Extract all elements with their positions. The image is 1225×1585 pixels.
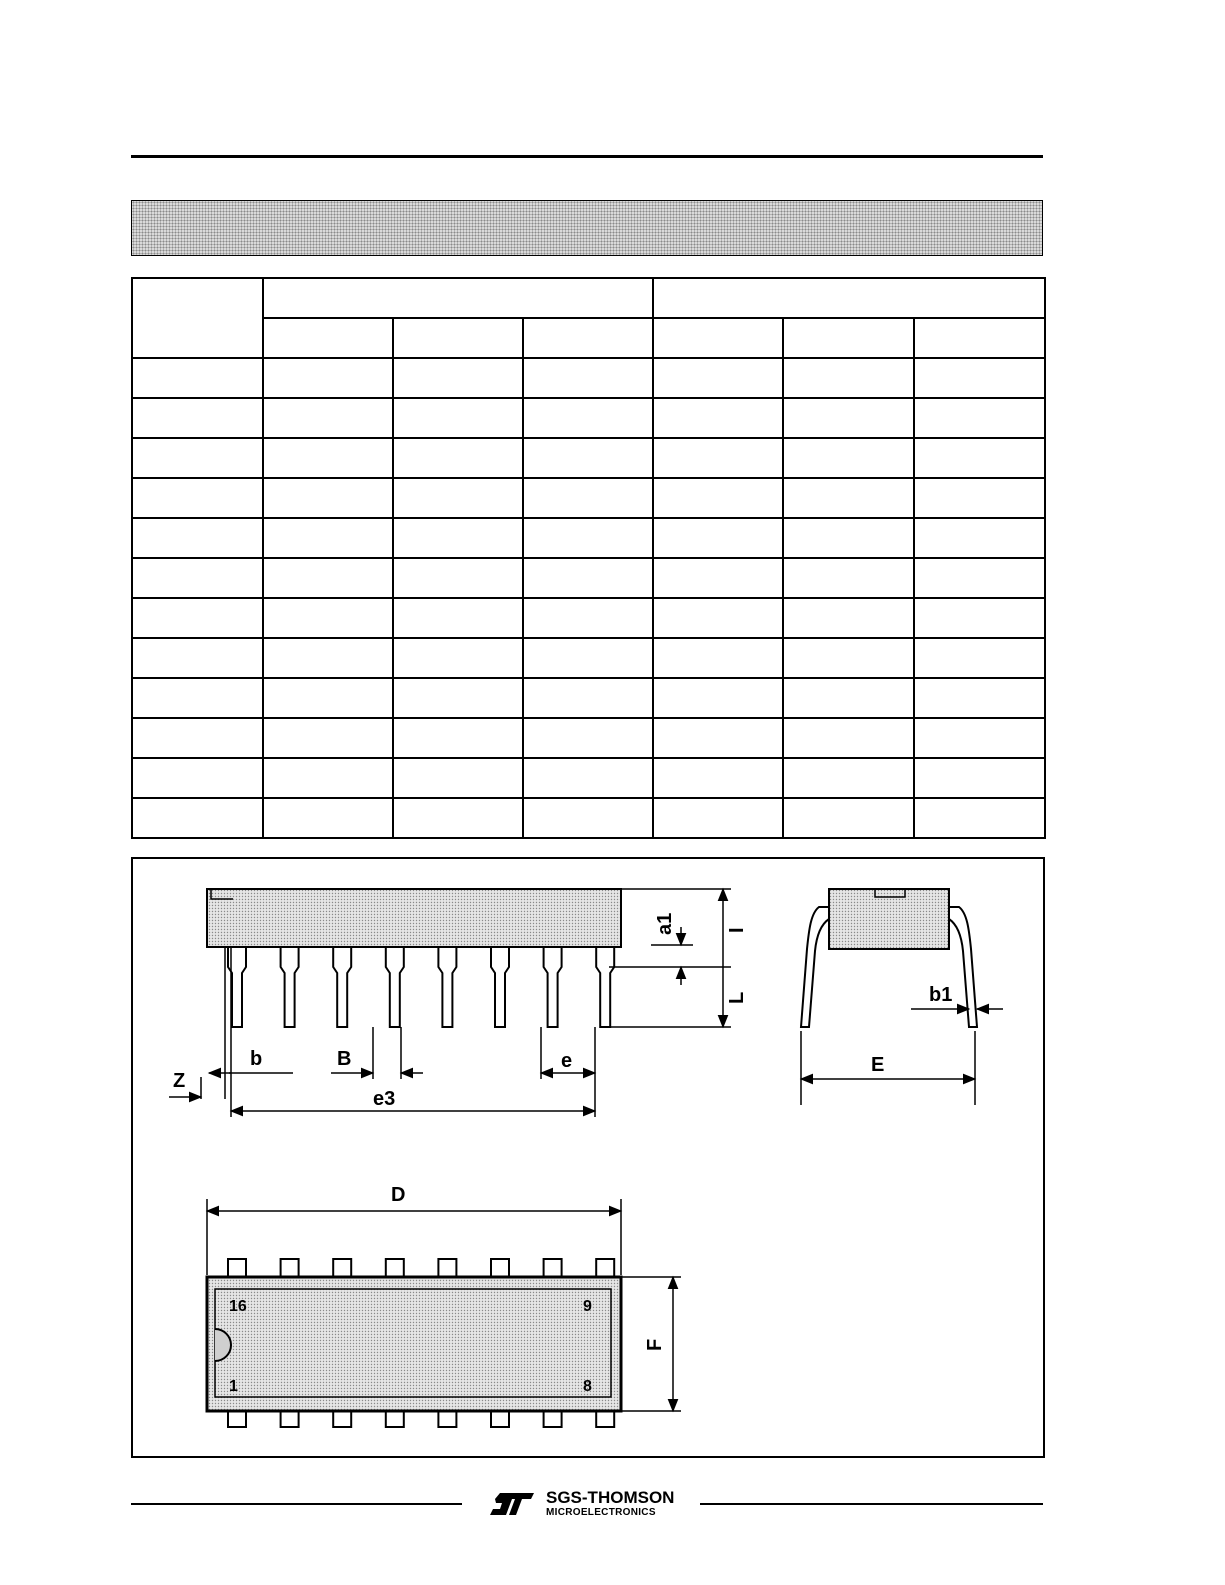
company-logo [488,1486,698,1522]
table-cell [523,718,653,758]
table-cell [914,358,1045,398]
table-row [132,558,1045,598]
table-cell [393,358,523,398]
table-cell [263,758,393,798]
package-drawing-frame [131,857,1045,1458]
dim-label-e-width: E [871,1054,885,1076]
footer-rule-right [700,1503,1043,1505]
table-cell [263,718,393,758]
pin-number-8: 8 [583,1378,592,1395]
subheader-cell [523,318,653,358]
dim-label-e: e [561,1050,573,1072]
side-lead [281,947,299,1027]
side-lead [386,947,404,1027]
header-rule [131,155,1043,158]
table-cell [653,398,783,438]
bottom-pin [491,1411,509,1427]
table-cell [523,478,653,518]
top-pin [544,1259,562,1277]
side-lead [544,947,562,1027]
table-cell [523,398,653,438]
table-cell [263,598,393,638]
table-cell [783,358,914,398]
dimension-table [131,277,1046,839]
table-cell [393,598,523,638]
end-view-labels [871,984,952,1076]
top-pin [281,1259,299,1277]
table-cell [783,438,914,478]
side-leads [228,947,614,1027]
table-cell [132,558,263,598]
side-lead [438,947,456,1027]
table-cell [263,478,393,518]
table-cell [393,798,523,838]
dim-label-i: I [726,927,748,933]
table-cell [783,718,914,758]
table-cell [523,758,653,798]
table-cell [653,678,783,718]
table-cell [523,358,653,398]
table-cell [393,558,523,598]
table-cell [783,598,914,638]
subheader-cell [653,318,783,358]
table-row [132,398,1045,438]
footer-rule-left [131,1503,462,1505]
table-row [132,478,1045,518]
table-cell [914,518,1045,558]
table-cell [653,438,783,478]
table-cell [783,758,914,798]
table-cell [263,678,393,718]
dim-label-d: D [391,1184,406,1206]
group-header-cell [263,278,653,318]
table-row [132,798,1045,838]
side-view [169,889,731,1117]
subheader-cell [393,318,523,358]
table-cell [393,438,523,478]
table-row [132,358,1045,398]
table-cell [783,478,914,518]
table-cell [914,718,1045,758]
section-title-banner [131,200,1043,256]
bottom-pin [228,1411,246,1427]
table-row [132,678,1045,718]
subheader-cell [783,318,914,358]
brand-name: SGS-THOMSON [546,1488,675,1507]
pin-number-1: 1 [229,1378,238,1395]
bottom-pin [386,1411,404,1427]
table-row [132,438,1045,478]
table-cell [393,478,523,518]
dim-label-l: L [726,991,748,1004]
bottom-pin [544,1411,562,1427]
table-cell [393,718,523,758]
table-cell [523,438,653,478]
group-header-cell [653,278,1045,318]
top-pin [596,1259,614,1277]
table-cell [653,638,783,678]
table-cell [914,678,1045,718]
pin-number-9: 9 [583,1298,592,1315]
table-cell [132,398,263,438]
table-cell [914,558,1045,598]
side-lead [333,947,351,1027]
table-cell [132,718,263,758]
table-cell [914,758,1045,798]
table-subheader-row [132,318,1045,358]
bottom-pin [596,1411,614,1427]
table-cell [914,478,1045,518]
table-cell [914,398,1045,438]
bottom-pin [438,1411,456,1427]
table-cell [783,798,914,838]
table-cell [393,758,523,798]
table-cell [132,798,263,838]
table-cell [783,678,914,718]
table-cell [523,638,653,678]
table-cell [783,398,914,438]
table-cell [263,518,393,558]
dim-label-b1: b1 [929,984,953,1006]
table-cell [393,518,523,558]
dim-label-f: F [644,1338,666,1351]
dim-label-b-small: b [250,1048,263,1070]
table-cell [523,678,653,718]
table-cell [523,518,653,558]
table-cell [263,358,393,398]
bottom-pin [333,1411,351,1427]
brand-division: MICROELECTRONICS [546,1507,656,1518]
st-logo-icon [488,1489,540,1519]
table-cell [653,718,783,758]
table-cell [523,558,653,598]
table-cell [653,358,783,398]
table-cell [653,758,783,798]
table-cell [783,518,914,558]
table-cell [914,798,1045,838]
dimension-header-cell [132,278,263,358]
top-pin [491,1259,509,1277]
dim-label-z: Z [173,1070,186,1092]
top-view [207,1199,681,1427]
table-cell [393,638,523,678]
bottom-pin [281,1411,299,1427]
table-cell [523,598,653,638]
top-pin [228,1259,246,1277]
side-lead [596,947,614,1027]
table-cell [653,518,783,558]
table-cell [523,798,653,838]
table-cell [653,798,783,838]
table-cell [132,598,263,638]
table-cell [132,478,263,518]
table-row [132,598,1045,638]
subheader-cell [263,318,393,358]
table-cell [132,678,263,718]
table-cell [914,598,1045,638]
table-cell [263,638,393,678]
table-cell [653,558,783,598]
table-cell [132,518,263,558]
table-cell [263,798,393,838]
table-cell [653,478,783,518]
table-cell [914,638,1045,678]
table-cell [263,398,393,438]
top-pin [386,1259,404,1277]
table-row [132,518,1045,558]
table-cell [132,438,263,478]
table-header-row [132,278,1045,318]
table-cell [914,438,1045,478]
table-cell [653,598,783,638]
table-cell [132,758,263,798]
dim-label-b-large: B [337,1048,352,1070]
table-cell [132,638,263,678]
end-view [801,889,1003,1105]
dim-label-e3: e3 [373,1088,396,1110]
table-row [132,718,1045,758]
table-cell [393,678,523,718]
table-cell [263,558,393,598]
table-row [132,758,1045,798]
table-cell [132,358,263,398]
side-lead [491,947,509,1027]
table-cell [393,398,523,438]
table-cell [263,438,393,478]
top-pin [438,1259,456,1277]
table-cell [783,558,914,598]
top-pin [333,1259,351,1277]
pin-number-16: 16 [229,1298,247,1315]
table-row [132,638,1045,678]
package-outline-drawing [133,859,1043,1456]
subheader-cell [914,318,1045,358]
dim-label-a1: a1 [654,912,676,935]
table-cell [783,638,914,678]
